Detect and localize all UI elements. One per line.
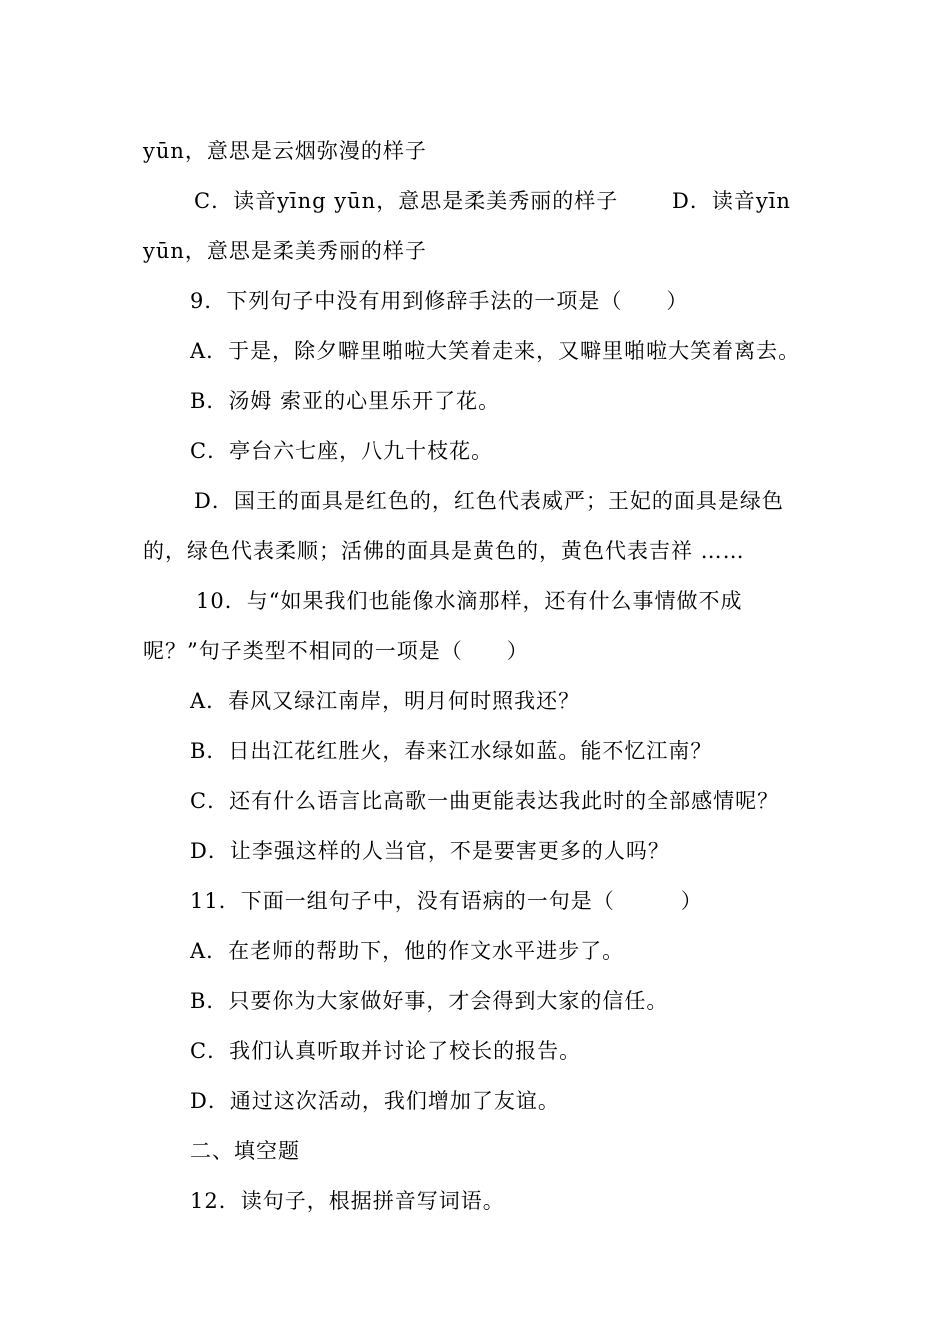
q9-option-d: D．国王的面具是红色的，红色代表威严；王妃的面具是绿色 bbox=[194, 489, 784, 513]
q8-option-d: D．读音yīn bbox=[672, 189, 791, 213]
section-heading-fill-blank: 二、填空题 bbox=[190, 1139, 300, 1163]
q9-option-d-continuation: 的，绿色代表柔顺；活佛的面具是黄色的，黄色代表吉祥 …… bbox=[143, 539, 745, 563]
question-9: 9．下列句子中没有用到修辞手法的一项是（ ） bbox=[190, 289, 689, 313]
q9-option-c: C．亭台六七座，八九十枝花。 bbox=[190, 439, 494, 463]
q9-option-a: A．于是，除夕噼里啪啦大笑着走来，又噼里啪啦大笑着离去。 bbox=[190, 339, 801, 363]
q10-option-b: B．日出江花红胜火，春来江水绿如蓝。能不忆江南？ bbox=[190, 739, 713, 763]
q11-option-b: B．只要你为大家做好事，才会得到大家的信任。 bbox=[190, 989, 669, 1013]
question-12: 12．读句子，根据拼音写词语。 bbox=[190, 1189, 505, 1213]
q9-option-b: B．汤姆 索亚的心里乐开了花。 bbox=[190, 389, 501, 413]
q8-option-b-continuation: yūn，意思是云烟弥漫的样子 bbox=[143, 139, 427, 163]
q11-option-d: D．通过这次活动，我们增加了友谊。 bbox=[190, 1089, 560, 1113]
q11-option-a: A．在老师的帮助下，他的作文水平进步了。 bbox=[190, 939, 625, 963]
q10-option-d: D．让李强这样的人当官，不是要害更多的人吗？ bbox=[190, 839, 670, 863]
question-10-continuation: 呢？”句子类型不相同的一项是（ ） bbox=[143, 639, 529, 663]
question-10: 10．与“如果我们也能像水滴那样，还有什么事情做不成 bbox=[196, 589, 743, 613]
q8-option-c: C．读音yīng yūn，意思是柔美秀丽的样子 bbox=[194, 189, 619, 213]
question-11: 11．下面一组句子中，没有语病的一句是（ ） bbox=[190, 889, 703, 913]
q10-option-c: C．还有什么语言比高歌一曲更能表达我此时的全部感情呢？ bbox=[190, 789, 780, 813]
q11-option-c: C．我们认真听取并讨论了校长的报告。 bbox=[190, 1039, 582, 1063]
q8-option-d-continuation: yūn，意思是柔美秀丽的样子 bbox=[143, 239, 427, 263]
q10-option-a: A．春风又绿江南岸，明月何时照我还？ bbox=[190, 689, 581, 713]
